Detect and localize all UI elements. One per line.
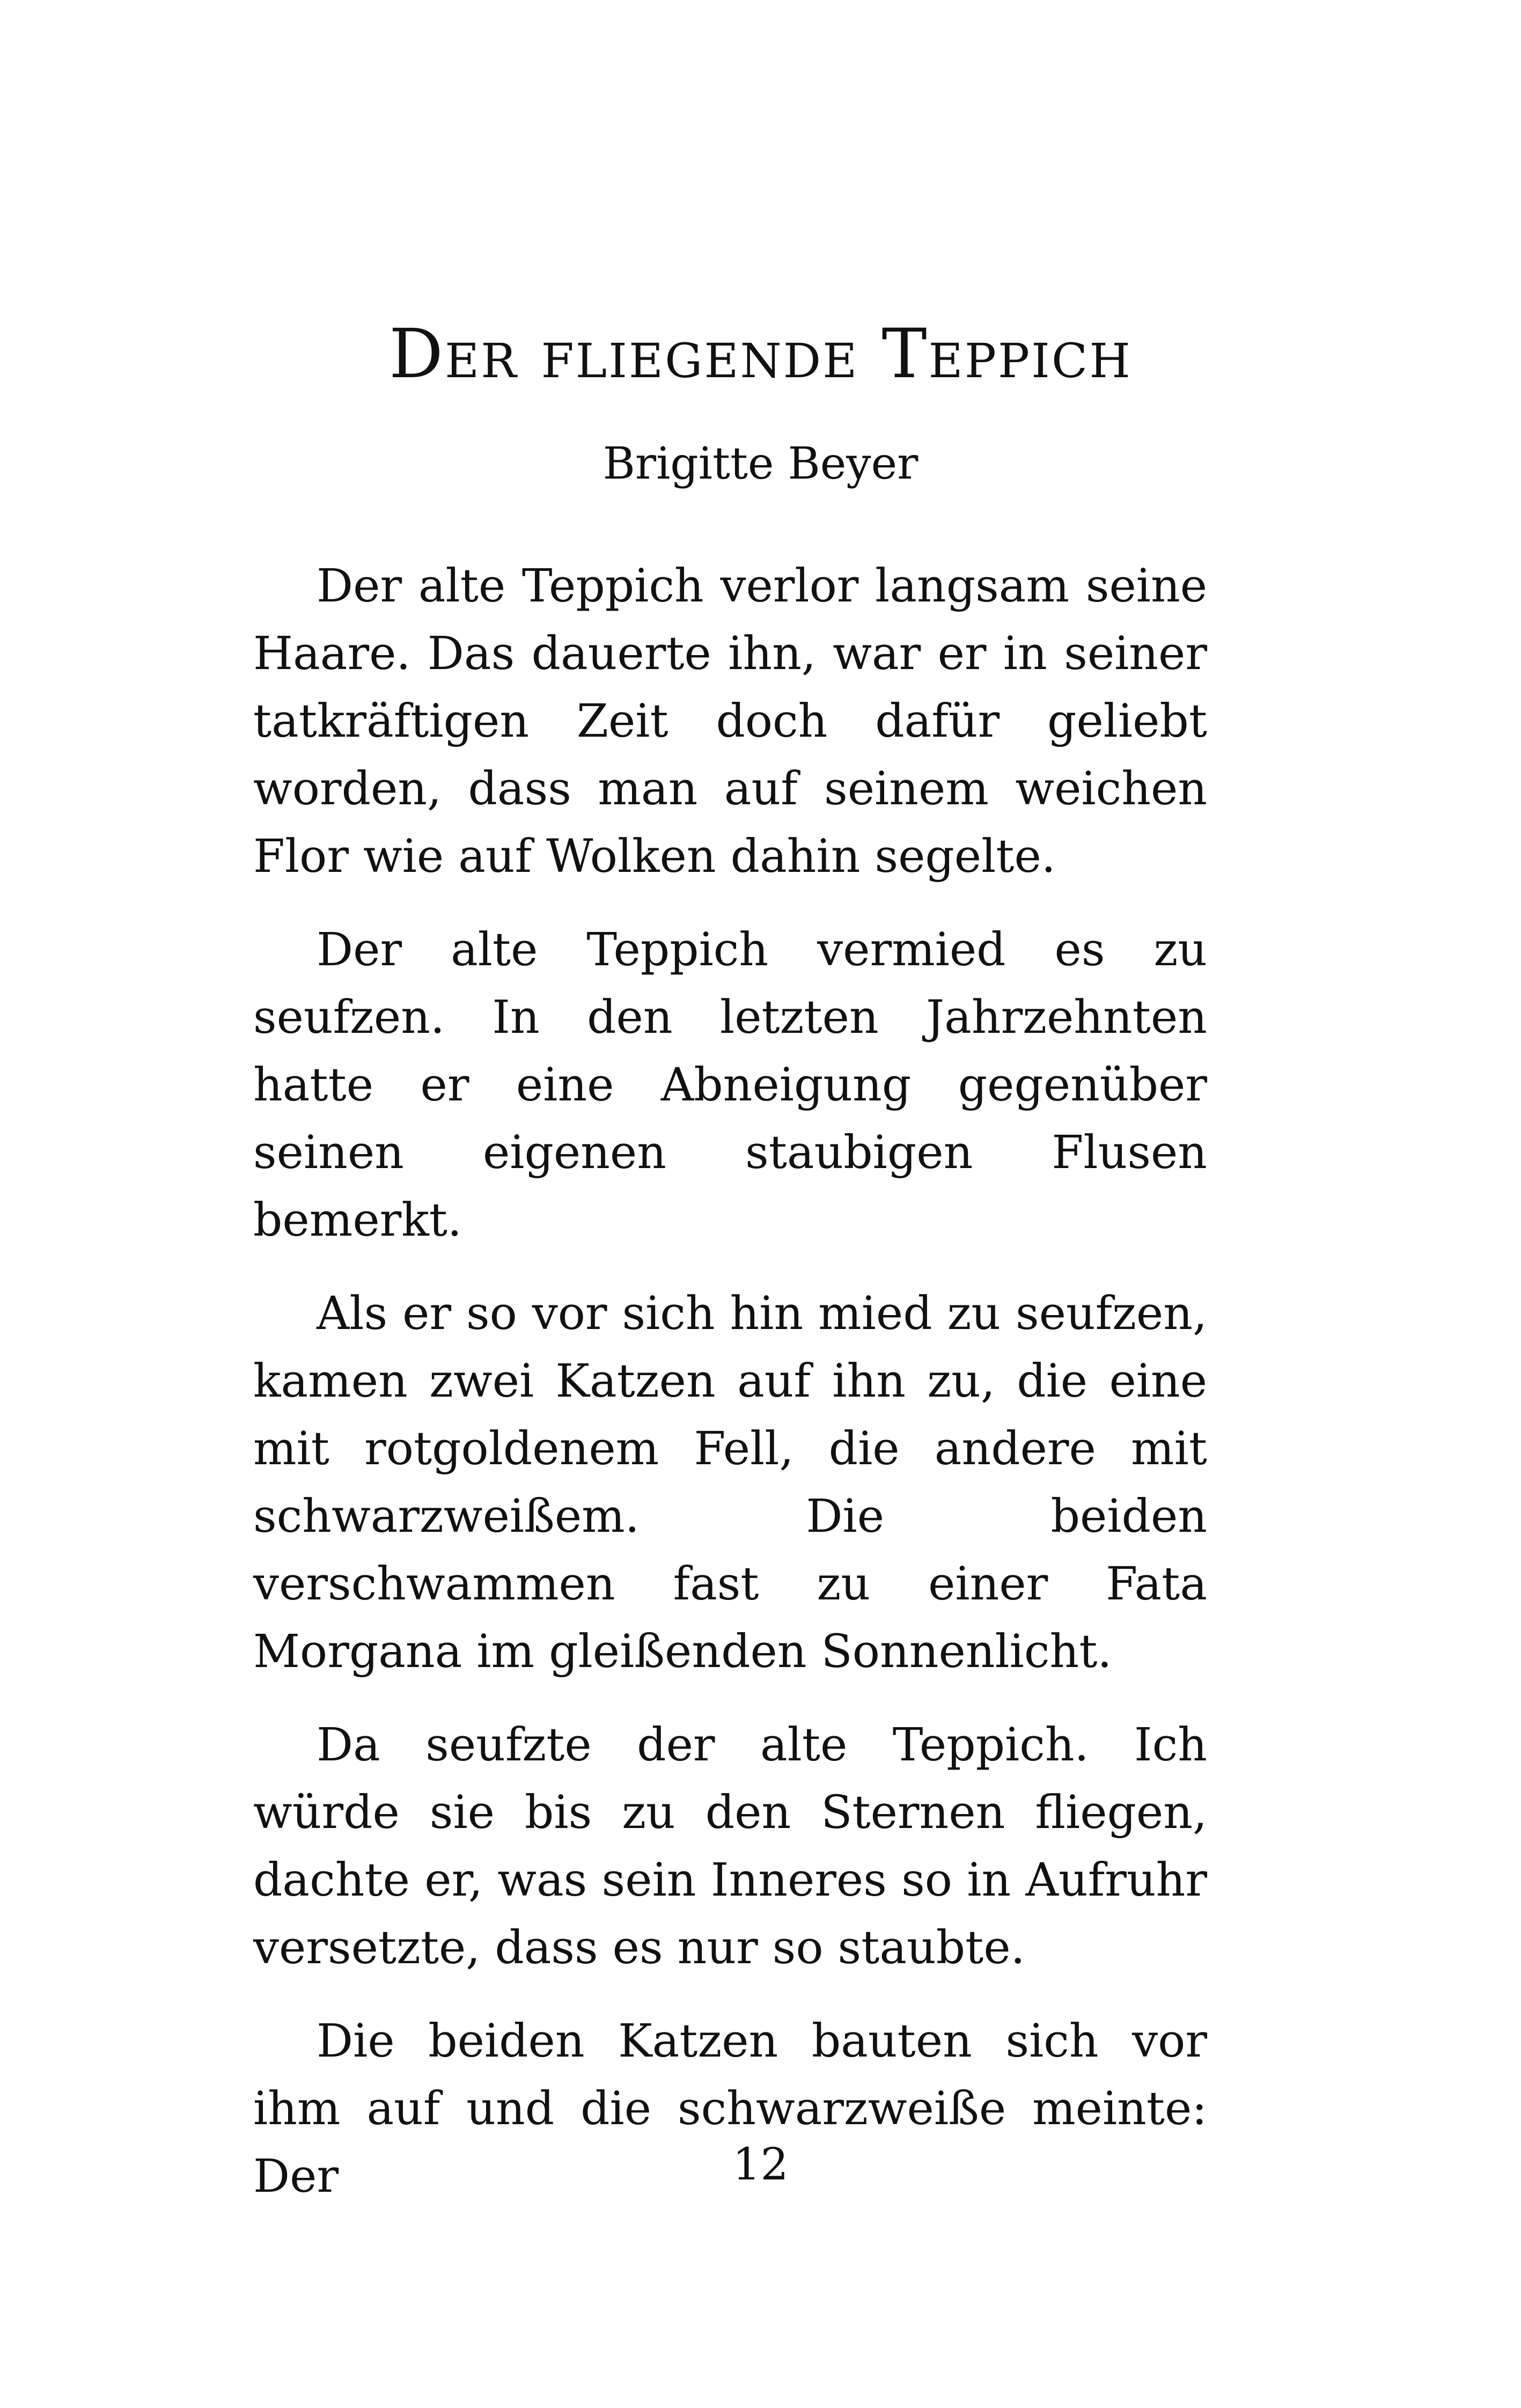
paragraph: Die beiden Katzen bauten sich vor ihm auf und die schwarzweiße meinte: Der: [253, 2015, 1207, 2203]
paragraph: Der alte Teppich verlor langsam seine Haare. Das dauerte ihn, war er in seiner tatkräftigen Zeit doch dafür geliebt worden, dass man auf seinem weichen Flor wie auf Wolken dahin segelte.: [253, 560, 1207, 883]
page-number: 12: [732, 2139, 789, 2190]
story-title: Der fliegende Teppich: [389, 314, 1132, 393]
story-author: Brigitte Beyer: [602, 438, 919, 489]
paragraph: Als er so vor sich hin mied zu seufzen, kamen zwei Katzen auf ihn zu, die eine mit rotgoldenem Fell, die andere mit schwarzweißem. Die beiden verschwammen fast zu einer Fata Morgana im gleißenden Sonnenlicht.: [253, 1287, 1207, 1678]
paragraph: Der alte Teppich vermied es zu seufzen. In den letzten Jahrzehnten hatte er eine Abneigung gegenüber seinen eigenen staubigen Flusen bemerkt.: [253, 923, 1207, 1247]
paragraph: Da seufzte der alte Teppich. Ich würde sie bis zu den Sternen fliegen, dachte er, was sein Inneres so in Aufruhr versetzte, dass es nur so staubte.: [253, 1719, 1207, 1974]
story-body: [253, 553, 1207, 2236]
